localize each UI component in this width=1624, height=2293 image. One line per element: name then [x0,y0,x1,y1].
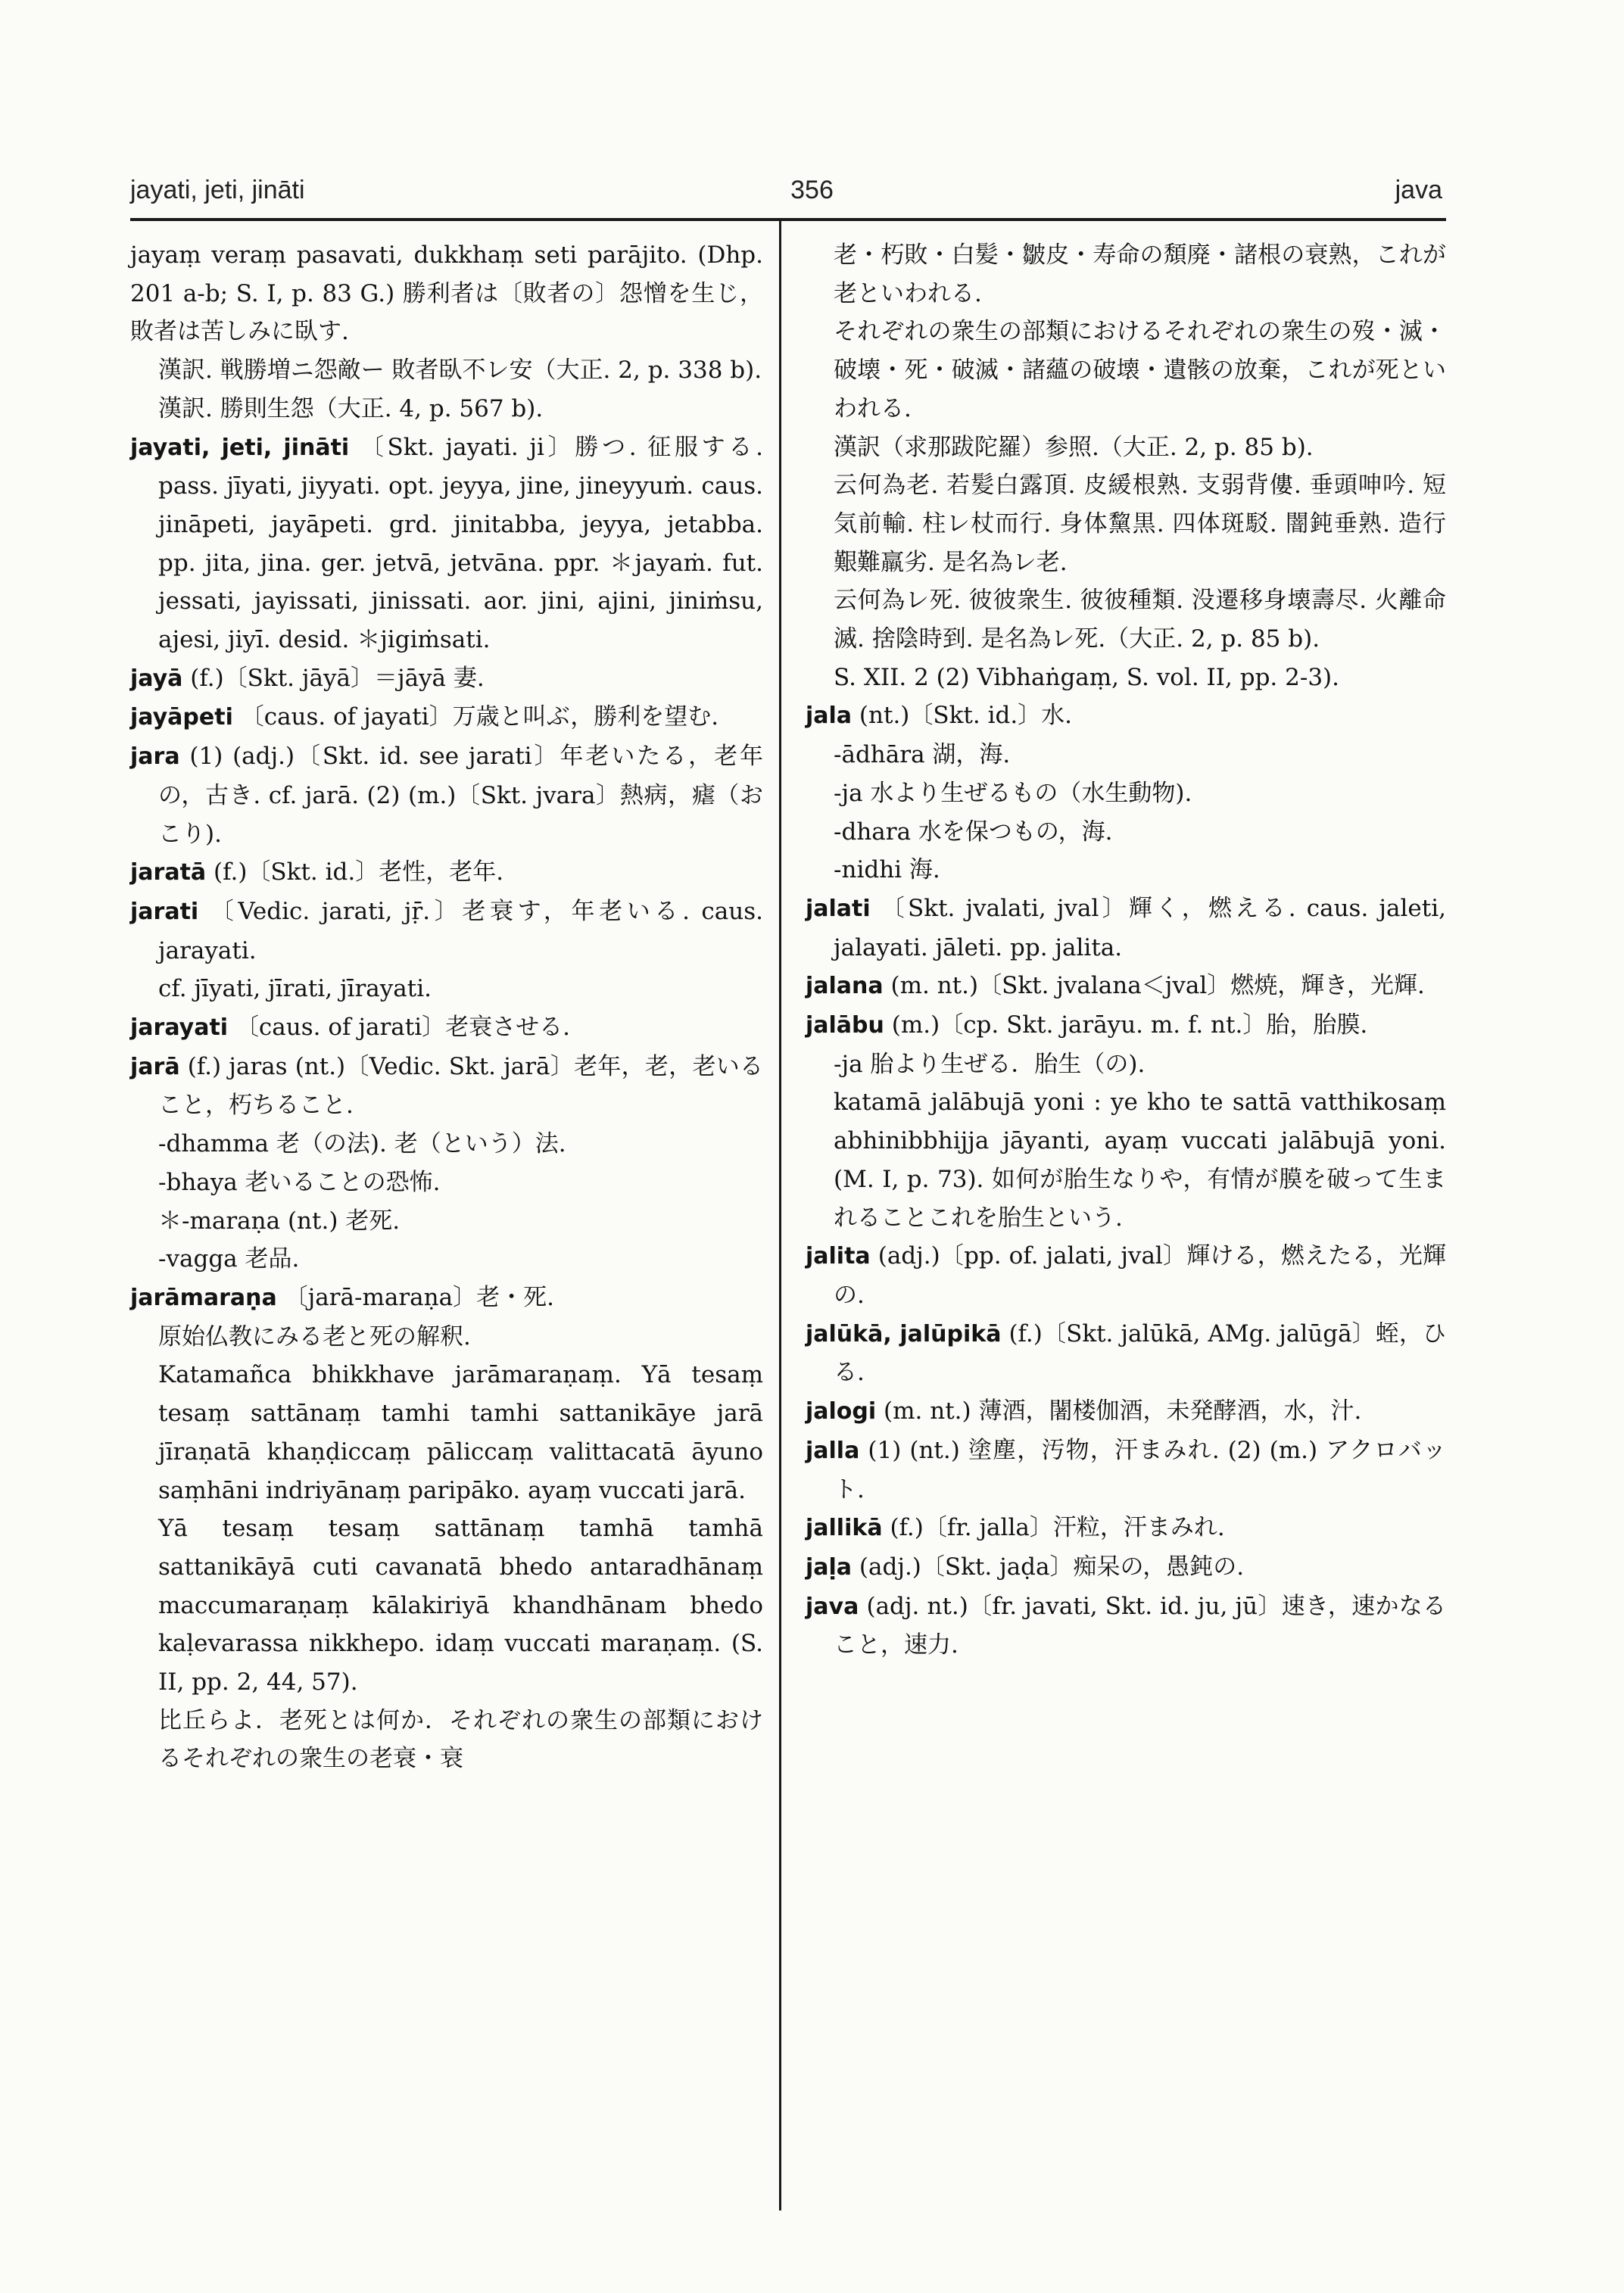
entry-text: Katamañca bhikkhave jarāmaraṇaṃ. Yā tesaṃ tesaṃ sattānaṃ tamhi tamhi sattanikāye jarā jīraṇatā khaṇḍiccaṃ pāliccaṃ valittacatā āyuno saṃhāni indriyānaṃ paripāko. ayaṃ vuccati jarā. [158,1361,763,1504]
entry-text: 云何為レ死. 彼彼衆生. 彼彼種類. 没遷移身壊壽尽. 火離命滅. 捨陰時到. 是名為レ死.（大正. 2, p. 85 b). [834,587,1446,653]
left-column [130,236,763,1778]
entry-subline [806,428,1446,467]
dictionary-entry [806,1587,1446,1665]
headword: jalati [806,895,871,922]
headword: jayāpeti [130,704,233,731]
entry-text: (nt.)〔Skt. id.〕水. [859,702,1073,730]
column-divider [779,218,781,2210]
headword: jalla [806,1437,860,1464]
dictionary-entry [806,1432,1446,1509]
entry-text: -dhamma 老（の法). 老（という）法. [158,1130,566,1158]
entry-subline [806,813,1446,852]
entry-subline [130,390,763,428]
entry-text: (adj.)〔pp. of. jalati, jval〕輝ける，燃えたる，光輝の. [834,1242,1446,1309]
dictionary-entry [130,1048,763,1125]
dictionary-entry [130,853,763,893]
entry-subline [806,466,1446,581]
entry-text: 〔caus. of jayati〕万歳と叫ぶ，勝利を望む. [240,703,719,731]
entry-text: (adj.)〔Skt. jaḍa〕痴呆の，愚鈍の. [859,1553,1245,1581]
entry-text: 原始仏教にみる老と死の解釈. [158,1323,471,1351]
entry-text: 〔Skt. jvalati, jval〕輝く，燃える. caus. jaleti, jalayati. jāleti. pp. jalita. [834,894,1446,961]
headword: jayati, jeti, jināti [130,434,350,461]
headword: jalita [806,1243,871,1270]
entry-text: 老・朽敗・白髪・皺皮・寿命の頽廃・諸根の衰熟，これが老といわれる. [834,241,1446,307]
entry-text: (1) (adj.)〔Skt. id. see jarati〕年老いたる，老年の，古き. cf. jarā. (2) (m.)〔Skt. jvara〕熱病，瘧（おこり). [158,743,763,848]
entry-text: Yā tesaṃ tesaṃ sattānaṃ tamhā tamhā sattanikāyā cuti cavanatā bhedo antaradhānaṃ maccumaraṇaṃ kālakiriyā khandhānam bhedo kaḷevarassa nikkhepo. idaṃ vuccati maraṇaṃ. (S. II, pp. 2, 44, 57). [158,1515,763,1696]
running-head-right: java [1395,176,1442,204]
entry-text: 〔jarā-maraṇa〕老・死. [284,1283,554,1311]
entry-text: (adj. nt.)〔fr. javati, Skt. id. ju, jū〕速き，速かなること，速力. [834,1592,1447,1659]
entry-continuation [130,236,763,351]
entry-subline [806,313,1446,428]
page-number: 356 [790,176,834,204]
entry-subline [130,1125,763,1164]
headword: jarati [130,898,199,925]
entry-text: cf. jīyati, jīrati, jīrayati. [158,975,432,1003]
entry-subline [130,1240,763,1279]
dictionary-entry [130,1008,763,1048]
entry-subline [806,581,1446,658]
headword: jayā [130,665,183,692]
entry-text: -nidhi 海. [834,856,940,884]
dictionary-entry [806,967,1446,1006]
headword: jarā [130,1053,180,1080]
dictionary-entry [806,1237,1446,1314]
dictionary-entry [130,428,763,659]
entry-text: (1) (nt.) 塗塵，汚物，汗まみれ. (2) (m.) アクロバット. [834,1436,1447,1503]
entry-text: S. XII. 2 (2) Vibhaṅgaṃ, S. vol. II, pp. 2-3). [834,663,1339,691]
entry-text: 〔Vedic. jarati, jṝ.〕老衰す，年老いる. caus. jarayati. [158,897,763,964]
entry-text: jayaṃ veraṃ pasavati, dukkhaṃ seti parājito. (Dhp. 201 a-b; S. I, p. 83 G.) 勝利者は〔敗者の〕怨憎を生じ，敗者は苦しみに臥す. [130,241,763,346]
entry-text: -bhaya 老いることの恐怖. [158,1168,441,1196]
dictionary-entry [806,1509,1446,1548]
headword: jaratā [130,859,207,886]
entry-subline [806,1083,1446,1237]
dictionary-entry [806,1315,1446,1392]
entry-text: 漢訳. 戦勝増ニ怨敵ー 敗者臥不レ安（大正. 2, p. 338 b). [158,357,762,385]
dictionary-entry [130,659,763,699]
entry-text: (f.)〔Skt. jāyā〕＝jāyā 妻. [190,664,485,692]
entry-subline [130,1164,763,1202]
entry-text: (m. nt.) 薄酒，闍楼伽酒，未発酵酒，水，汁. [884,1397,1362,1425]
headword: java [806,1593,859,1620]
entry-text: それぞれの衆生の部類におけるそれぞれの衆生の歿・滅・破壊・死・破滅・諸蘊の破壊・遺骸の放棄，これが死といわれる. [834,318,1446,422]
entry-subline [130,970,763,1008]
dictionary-entry [130,698,763,737]
headword: jarayati [130,1014,229,1042]
entry-text: (m. nt.)〔Skt. jvalana＜jval〕燃焼，輝き，光輝. [890,972,1425,1000]
entry-subline [130,1318,763,1357]
entry-subline [130,1356,763,1509]
entry-subline [130,1702,763,1778]
dictionary-entry [806,1392,1446,1432]
entry-text: (f.) jaras (nt.)〔Vedic. Skt. jarā〕老年，老，老いること，朽ちること. [158,1052,764,1120]
dictionary-entry [130,1279,763,1318]
entry-subline [806,851,1446,889]
entry-subline [130,351,763,390]
headword: jarāmaraṇa [130,1284,277,1311]
right-column [806,236,1446,1665]
headword: jala [806,703,853,730]
entry-text: -ādhāra 湖，海. [834,741,1011,769]
headword: jalogi [806,1398,877,1425]
dictionary-entry [806,889,1446,967]
entry-text: (f.)〔Skt. id.〕老性，老年. [214,858,504,886]
entry-text: (f.)〔fr. jalla〕汗粒，汗まみれ. [890,1514,1225,1542]
entry-text: -ja 胎より生ぜる．胎生（の). [834,1050,1146,1078]
dictionary-entry [806,1548,1446,1587]
dictionary-entry [130,737,763,853]
headword: jalābu [806,1012,884,1039]
entry-subline [806,736,1446,774]
entry-text: -vagga 老品. [158,1245,300,1273]
entry-text: (f.)〔Skt. jalūkā, AMg. jalūgā〕蛭，ひる. [834,1319,1447,1387]
entry-subline [806,236,1446,313]
header-rule [130,218,1446,221]
entry-text: 云何為老. 若髪白露頂. 皮緩根熟. 支弱背僂. 垂頭呻吟. 短気前輸. 柱レ杖而行. 身体黧黒. 四体斑駁. 闇鈍垂熟. 造行艱難羸劣. 是名為レ老. [834,472,1446,576]
entry-text: 〔Skt. jayati. ji〕勝つ. 征服する. pass. jīyati, jiyyati. opt. jeyya, jine, jineyyuṁ. caus. jināpeti, jayāpeti. grd. jinitabba, jeyya, jetabba. pp. jita, jina. ger. jetvā, jetvāna. ppr. ＊jayaṁ. fut. jessati, jayissati, jinissati. aor. jini, ajini, jiniṁsu, ajesi, jiyī. desid. ＊jigiṁsati. [158,433,763,654]
entry-subline [130,1202,763,1241]
headword: jalana [806,973,884,1000]
headword: jallikā [806,1515,883,1542]
entry-subline [806,774,1446,813]
entry-subline [806,1045,1446,1084]
entry-text: (m.)〔cp. Skt. jarāyu. m. f. nt.〕胎，胎膜. [891,1011,1368,1039]
entry-text: -ja 水より生ぜるもの（水生動物). [834,779,1192,807]
entry-text: 漢訳. 勝則生怨（大正. 4, p. 567 b). [158,394,544,422]
dictionary-entry [806,696,1446,736]
dictionary-entry [130,893,763,970]
running-head-left: jayati, jeti, jināti [130,176,305,204]
headword: jaḷa [806,1553,853,1581]
dictionary-entry [806,1006,1446,1045]
entry-subline [806,659,1446,697]
headword: jalūkā, jalūpikā [806,1320,1002,1347]
entry-text: katamā jalābujā yoni : ye kho te sattā vatthikosaṃ abhinibbhijja jāyanti, ayaṃ vuccati jalābujā yoni. (M. I, p. 73). 如何が胎生なりや，有情が膜を破って生まれることこれを胎生という. [834,1089,1446,1232]
entry-subline [130,1509,763,1702]
entry-text: 比丘らよ．老死とは何か．それぞれの衆生の部類におけるそれぞれの衆生の老衰・衰 [158,1706,763,1773]
headword: jara [130,743,180,771]
entry-text: 漢訳（求那跋陀羅）参照.（大正. 2, p. 85 b). [834,433,1314,461]
entry-text: ＊-maraṇa (nt.) 老死. [158,1207,401,1235]
entry-text: -dhara 水を保つもの，海. [834,818,1113,846]
entry-text: 〔caus. of jarati〕老衰させる. [235,1014,570,1042]
